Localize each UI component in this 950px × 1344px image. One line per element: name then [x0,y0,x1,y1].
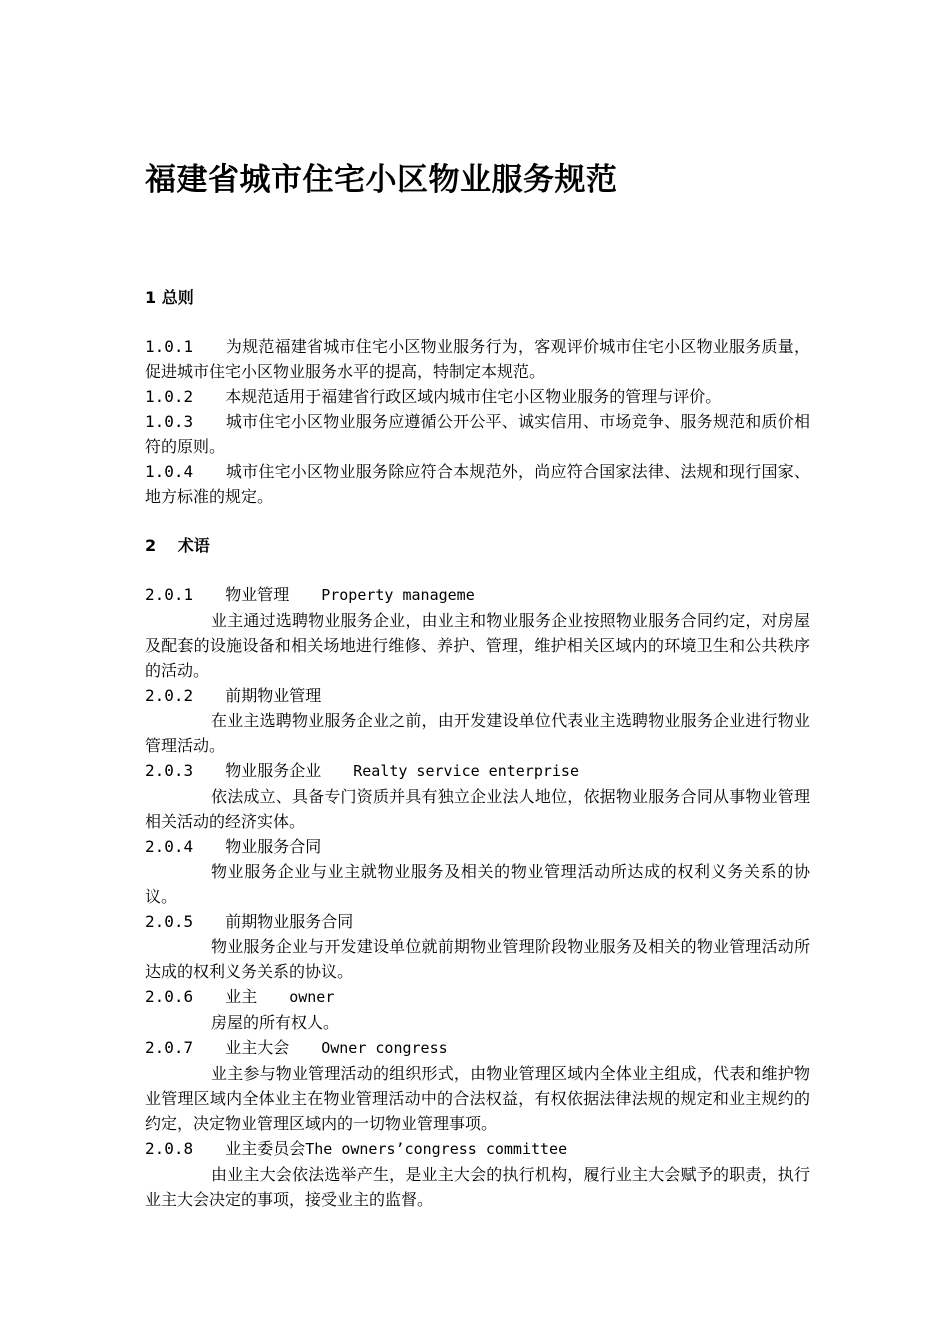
spacer [145,558,810,582]
document-title: 福建省城市住宅小区物业服务规范 [145,162,618,198]
term-2-0-5 [145,909,810,934]
term-definition: 依法成立、具备专门资质并具有独立企业法人地位，依据物业服务合同从事物业管理相关活动的经济实体。 [145,787,810,831]
term-name: 物业服务合同 [225,837,322,856]
term-number: 2.0.5 [145,912,194,931]
term-name: 前期物业管理 [225,686,322,705]
term-number: 2.0.1 [145,585,194,604]
term-english: owner [289,988,335,1006]
term-2-0-2 [145,683,810,708]
term-english: Property manageme [321,586,475,604]
clause-number: 1.0.2 [145,387,194,406]
term-english: The owners’congress committee [305,1140,568,1158]
term-definition: 房屋的所有权人。 [211,1013,340,1032]
term-number: 2.0.4 [145,837,194,856]
clause-number: 1.0.1 [145,337,194,356]
term-name: 物业管理 [225,585,290,604]
term-2-0-4 [145,834,810,859]
section-heading-terms: 2 术语 [145,536,210,555]
term-2-0-1 [145,582,810,608]
clause-text: 为规范福建省城市住宅小区物业服务行为，客观评价城市住宅小区物业服务质量，促进城市住宅小区物业服务水平的提高，特制定本规范。 [145,337,810,381]
document-body [145,285,810,1212]
term-number: 2.0.2 [145,686,194,705]
term-2-0-3 [145,758,810,784]
section-heading-general: 1 总则 [145,288,194,307]
clause-number: 1.0.3 [145,412,194,431]
term-english: Owner congress [321,1039,448,1057]
term-number: 2.0.7 [145,1038,194,1057]
term-number: 2.0.6 [145,987,194,1006]
clause-text: 本规范适用于福建省行政区域内城市住宅小区物业服务的管理与评价。 [225,387,722,406]
clause-1-0-2 [145,384,810,409]
term-number: 2.0.8 [145,1139,194,1158]
clause-number: 1.0.4 [145,462,194,481]
term-name: 物业服务企业 [225,761,322,780]
term-2-0-6 [145,984,810,1010]
term-2-0-8 [145,1136,810,1162]
clause-1-0-3 [145,409,810,459]
term-name: 业主 [225,987,258,1006]
term-definition: 业主参与物业管理活动的组织形式，由物业管理区域内全体业主组成，代表和维护物业管理区域内全体业主在物业管理活动中的合法权益，有权依据法律法规的规定和业主规约的约定，决定物业管理区域内的一切物业管理事项。 [145,1064,810,1133]
term-number: 2.0.3 [145,761,194,780]
term-definition: 在业主选聘物业服务企业之前，由开发建设单位代表业主选聘物业服务企业进行物业管理活动。 [145,711,810,755]
term-name: 业主大会 [225,1038,290,1057]
spacer [145,310,810,334]
term-english: Realty service enterprise [353,762,579,780]
term-name: 前期物业服务合同 [225,912,354,931]
spacer [145,509,810,533]
term-name: 业主委员会 [225,1139,306,1158]
clause-text: 城市住宅小区物业服务除应符合本规范外，尚应符合国家法律、法规和现行国家、地方标准的规定。 [145,462,810,506]
term-definition: 物业服务企业与开发建设单位就前期物业管理阶段物业服务及相关的物业管理活动所达成的权利义务关系的协议。 [145,937,810,981]
term-definition: 业主通过选聘物业服务企业，由业主和物业服务企业按照物业服务合同约定，对房屋及配套的设施设备和相关场地进行维修、养护、管理，维护相关区域内的环境卫生和公共秩序的活动。 [145,611,810,680]
clause-1-0-4 [145,459,810,509]
clause-1-0-1 [145,334,810,384]
term-definition: 由业主大会依法选举产生，是业主大会的执行机构，履行业主大会赋予的职责，执行业主大会决定的事项，接受业主的监督。 [145,1165,810,1209]
term-definition: 物业服务企业与业主就物业服务及相关的物业管理活动所达成的权利义务关系的协议。 [145,862,810,906]
clause-text: 城市住宅小区物业服务应遵循公开公平、诚实信用、市场竞争、服务规范和质价相符的原则。 [145,412,810,456]
term-2-0-7 [145,1035,810,1061]
